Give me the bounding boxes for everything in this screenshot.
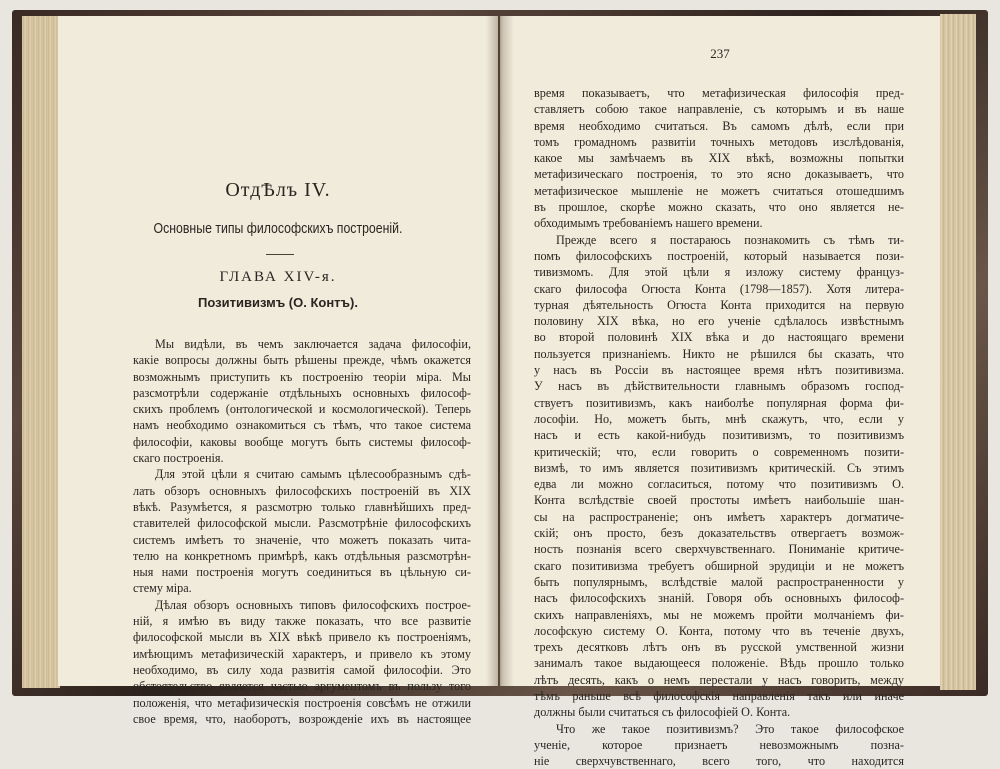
text-line: ставляетъ собою такое направленіе, съ которымъ и въ наше (534, 102, 904, 117)
text-line: ность познанія всего сверхчувственнаго. Пониманіе критиче- (534, 542, 904, 557)
text-line: скаго философа Огюста Конта (1798—1857). Хотя литера- (534, 281, 904, 296)
text-line: ній, я имѣю въ виду также показать, что все развитіе (133, 614, 471, 629)
text-line: обстоятельство является частью аргументомъ въ пользу того (133, 679, 471, 694)
text-line: ученіе, которое признаетъ невозможнымъ позна- (534, 737, 904, 752)
text-line: скаго позитивизма требуетъ обширной эрудиціи и не можетъ (534, 558, 904, 573)
text-line: ніе сверхчувственнаго, всего того, что находится (534, 754, 904, 769)
text-line: должны были считаться съ философіей О. Конта. (534, 705, 791, 720)
text-line: телю на конкретномъ примѣрѣ, какъ отдѣльныя разсмотрѣн- (133, 548, 471, 563)
text-line: ставителей философской мысли. Разсмотрѣніе философскихъ (133, 516, 471, 531)
book-gutter (486, 16, 514, 686)
text-line: томъ громадномъ развитіи точныхъ методовъ изслѣдованія, (534, 134, 904, 149)
text-line: свое время, что, наоборотъ, возрожденіе ихъ въ настоящее (133, 711, 471, 726)
text-line: стему міра. (133, 581, 192, 596)
text-line: тивизмомъ. Для этой цѣли я изложу систему француз- (534, 265, 904, 280)
text-line: сы на распространеніе; онъ имѣетъ характеръ догматиче- (534, 509, 904, 524)
chapter-title: ГЛАВА XIV-я. (219, 269, 337, 285)
text-line: трехъ десятковъ лѣтъ онъ въ русской умственной жизни (534, 640, 904, 655)
text-line: тѣмъ раньше всѣ философскія направленія такъ или иначе (534, 688, 904, 703)
text-line: скихъ направленіяхъ, мы не можемъ пройти молчаніемъ фи- (534, 607, 904, 622)
text-line: время показываетъ, что метафизическая философія пред- (534, 86, 904, 100)
text-line: помъ философскихъ построеній, который называется пози- (534, 248, 904, 263)
text-line: Для этой цѣли я считаю самымъ цѣлесообразнымъ сдѣ- (155, 467, 471, 482)
text-line: скій; онъ просто, безъ доказательствъ отвергаетъ возмож- (534, 526, 904, 541)
text-line: насъ философскихъ знаній. Говоря объ основныхъ философ- (534, 591, 904, 606)
text-line: философіи, каковы вообще могутъ быть системы философ- (133, 434, 471, 449)
text-line: во второй половинѣ XIX вѣка и до настоящаго времени (534, 330, 904, 345)
text-line: обходимымъ требованіемъ нашего времени. (534, 216, 763, 231)
text-line: лѣтъ десять, какъ о немъ перестали у насъ говорить, между (534, 672, 904, 687)
text-line: насъ и есть какой-нибудь позитивизмъ, то позитивизмъ (534, 428, 904, 443)
right-page-text (534, 85, 904, 769)
text-line: метафизическое мышленіе не можетъ считаться отошедшимъ (534, 183, 904, 198)
text-line: лософскую систему О. Конта, потому что въ теченіе двухъ, (534, 623, 904, 638)
text-line: турная дѣятельность Огюста Конта приходится на первую (534, 297, 904, 312)
text-line: У насъ въ дѣйствительности главнымъ образомъ господ- (534, 379, 904, 394)
divider-rule (266, 254, 294, 255)
text-line: пользуется признаніемъ. Никто не рѣшился бы сказать, что (534, 346, 904, 361)
text-line: критическій; что, если говорить о современномъ позити- (534, 444, 904, 459)
text-line: Дѣлая обзоръ основныхъ типовъ философскихъ построе- (155, 597, 471, 612)
section-title: ОтдѢлъ IV. (225, 179, 331, 201)
text-line: системъ имѣетъ то значеніе, что можетъ показать чита- (133, 532, 471, 547)
text-line: Мы видѣли, въ чемъ заключается задача философіи, (155, 337, 471, 351)
text-line: Конта вслѣдствіе своей простоты имѣетъ наибольшіе шан- (534, 493, 904, 508)
text-line: занималъ такое выдающееся положеніе. Вѣдь прошло только (534, 656, 904, 671)
text-line: положенія, что метафизическія построенія совсѣмъ не отжили (133, 695, 471, 710)
text-line: вѣкѣ. Разумѣется, я разсмотрю только главнѣйшихъ пред- (133, 499, 471, 514)
text-line: половину XIX вѣка, но его ученіе сдѣлалось извѣстнымъ (534, 314, 904, 329)
page-number: 237 (710, 46, 730, 61)
page-edges-right (940, 14, 976, 690)
left-page (58, 16, 498, 726)
text-line: ныя нами построенія могутъ соединиться въ цѣльную си- (133, 565, 471, 580)
text-line: разсмотрѣли содержаніе отдѣльныхъ основныхъ философ- (133, 385, 471, 400)
text-line: ствуетъ позитивизмъ, какъ наиболѣе популярная форма фи- (534, 395, 904, 410)
text-line: быть популярнымъ, вслѣдствіе малой распространенности у (534, 574, 904, 589)
text-line: лософіи. Но, можетъ быть, мнѣ скажутъ, что, если у (534, 411, 904, 426)
text-line: намъ необходимо ознакомиться съ тѣмъ, что такое система (133, 418, 471, 433)
text-line: время необходимо считаться. Въ самомъ дѣлѣ, если при (534, 118, 904, 133)
text-line: какіе вопросы должны быть рѣшены прежде, чѣмъ окажется (133, 353, 471, 368)
text-line: едва ли можно согласиться, потому что позитивизмъ О. (534, 477, 904, 492)
text-line: Прежде всего я постараюсь познакомить съ тѣмъ ти- (556, 232, 904, 247)
text-line: возможнымъ приступить къ построенію теоріи міра. Мы (133, 369, 471, 384)
text-line: у насъ въ Россіи въ настоящее время нѣтъ позитивизма. (534, 363, 904, 378)
text-line: какое мы замѣчаемъ въ XIX вѣкѣ, возможны попытки (534, 151, 904, 166)
text-line: визмѣ, то имъ является позитивизмъ критическій. Съ этимъ (534, 460, 904, 475)
text-line: лать обзоръ основныхъ философскихъ построеній въ XIX (133, 483, 471, 498)
left-page-text (133, 336, 471, 727)
text-line: необходимо, въ силу хода развитія самой философіи. Это (133, 662, 471, 677)
section-subtitle: Основные типы философскихъ построеній. (153, 220, 403, 237)
text-line: философской мысли въ XIX вѣкѣ привело къ построеніямъ, (133, 630, 471, 645)
text-line: скаго построенія. (133, 451, 224, 466)
text-line: метафизическаго построенія, то это ясно доказываетъ, что (534, 167, 904, 182)
text-line: имѣющимъ метафизическій характеръ, и привело къ этому (133, 646, 471, 661)
chapter-subtitle: Позитивизмъ (О. Контъ). (198, 295, 358, 310)
text-line: скихъ проблемъ (онтологической и космологической). Теперь (133, 402, 471, 417)
text-line: Что же такое позитивизмъ? Это такое философское (556, 721, 904, 736)
text-line: въ прошлое, скорѣе можно сказать, что оно является не- (534, 200, 904, 215)
page-edges-left (22, 16, 60, 688)
right-page (500, 16, 940, 769)
